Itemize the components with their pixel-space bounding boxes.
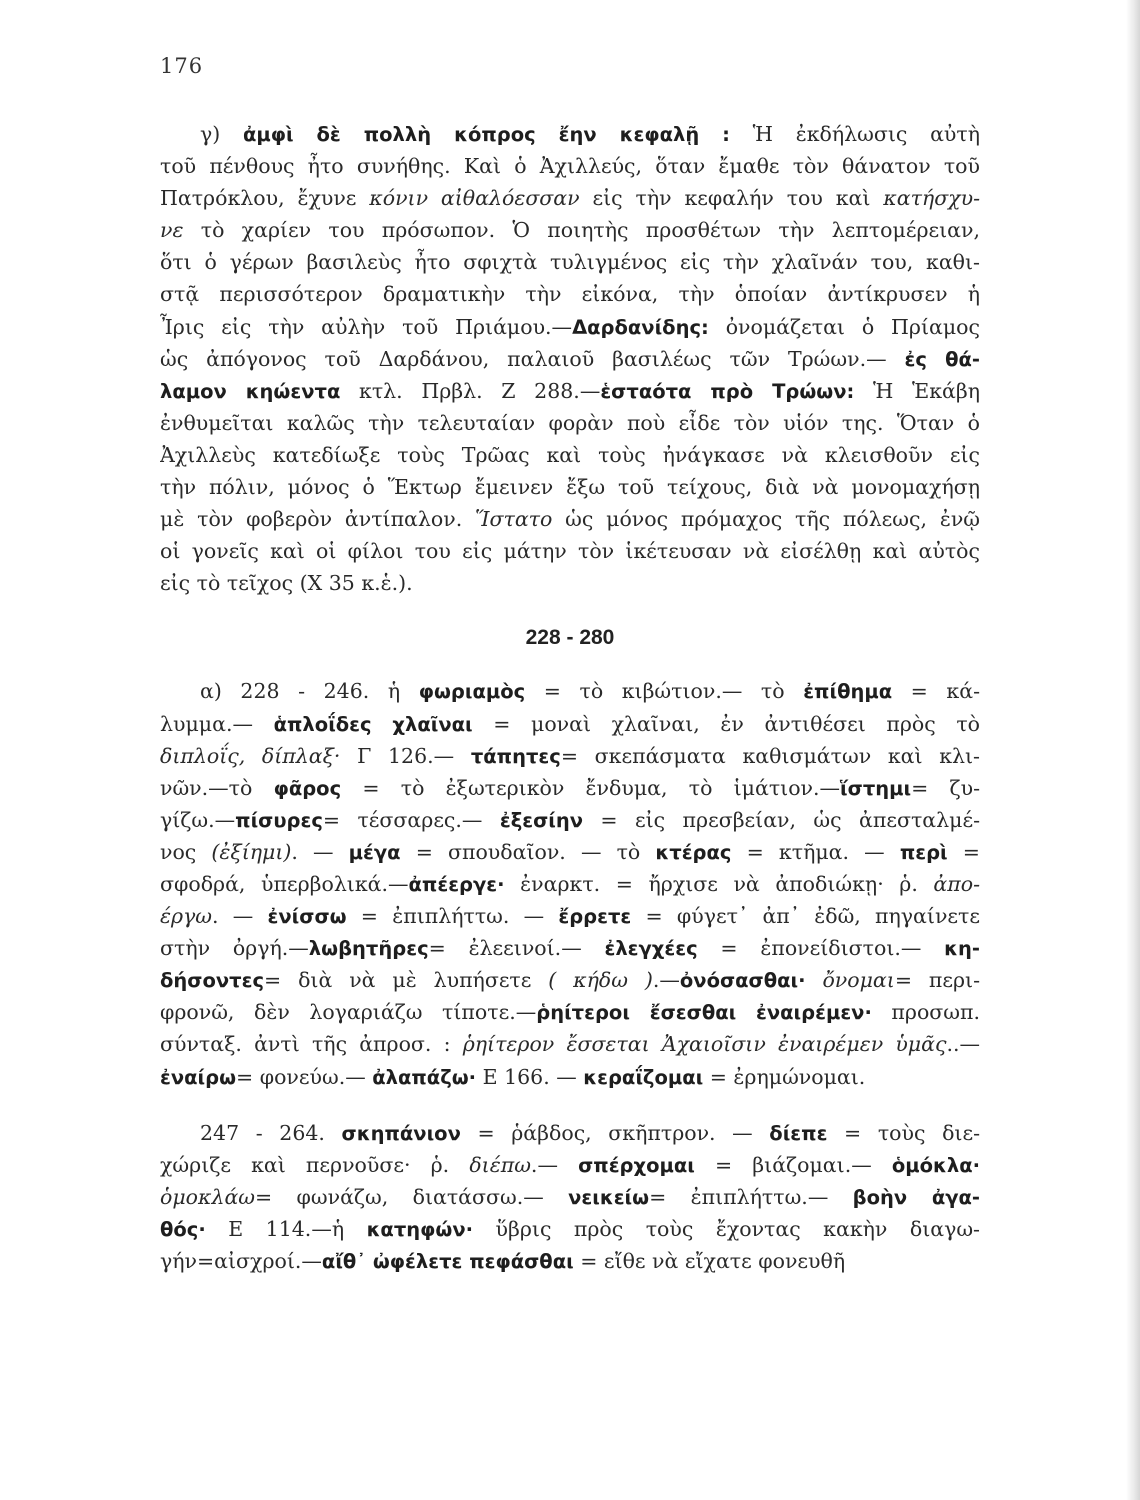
text-segment: ὁμόκλα· [891,1153,980,1177]
text-line [160,1028,980,1060]
text-segment: ὀνόσασθαι· [679,969,806,993]
text-segment: σφοδρά, ὑπερβολικά.— [160,871,409,896]
text-segment: = βιάζομαι.— [694,1152,892,1177]
text-segment: Ἡ ἐκδήλωσις αὐτὴ [729,122,980,146]
text-segment: = τοὺς διε- [827,1120,980,1145]
text-segment: προσωπ. [871,1000,980,1025]
text-line [160,150,980,182]
text-segment: κτέρας [655,840,732,864]
text-segment: ἔρρετε [558,905,632,929]
section-heading: 228 - 280 [525,626,615,650]
text-segment: νεικείω [568,1185,650,1209]
page-number: 176 [160,54,204,78]
text-segment: οἱ γονεῖς καὶ οἱ φίλοι του εἰς μάτην τὸν ἱκέτευσαν νὰ εἰσέλθῃ καὶ αὐτὸς [160,539,980,564]
text-segment: ἐνίσσω [267,905,347,929]
paragraph-vocabulary-247-264 [160,1117,980,1277]
text-line [160,118,980,150]
text-segment: κτλ. Πρβλ. Ζ 288.— [340,378,601,403]
text-segment: χώριζε καὶ περνοῦσε· ῥ. [160,1152,470,1177]
text-line [160,740,980,772]
text-line [160,1213,980,1245]
text-segment: = τέσσαρες.— [322,807,500,832]
text-segment: μέγα [348,840,401,864]
text-line [160,1061,980,1093]
text-segment: νε [160,218,184,243]
text-segment: . — [291,839,349,864]
text-segment: ἀπέεργε· [408,872,505,896]
text-segment: = περι- [894,968,980,993]
text-segment: γίζω.— [160,807,236,832]
text-segment: .— [652,968,680,993]
text-line [160,675,980,707]
text-segment: ( κήδω ) [548,968,653,993]
text-segment: Δαρδανίδης: [572,315,709,339]
text-line [160,804,980,836]
text-segment: κόνιν αἰθαλόεσσαν [369,186,580,211]
text-segment: ἀπο- [933,871,980,896]
text-segment: = ἐπονείδιστοι.— [697,936,945,961]
text-segment: = τὸ ἐξωτερικὸν ἔνδυμα, τὸ ἱμάτιον.— [341,775,841,800]
text-segment: λαμον κηώεντα [160,379,341,403]
text-segment: ἐλεγχέες [604,937,698,961]
text-segment: φᾶρος [273,776,342,800]
text-segment: γ) [200,122,243,146]
text-segment: = φύγετ᾽ ἀπ᾽ ἐδῶ, πηγαίνετε [631,904,980,929]
text-line [160,278,980,310]
text-segment: ὕβρις πρὸς τοὺς ἔχοντας κακὴν διαγω- [473,1216,980,1241]
text-line [160,1117,980,1149]
text-segment: = κά- [892,679,980,704]
text-segment: φρονῶ, δὲν λογαριάζω τίποτε.— [160,1000,537,1025]
paragraph-gap [160,1093,980,1117]
text-segment: Πατρόκλου, ἔχυνε [160,186,370,211]
text-segment: τὴν πόλιν, μόνος ὁ Ἕκτωρ ἔμεινεν ἔξω τοῦ τείχους, διὰ νὰ μονομαχήσῃ [160,475,980,500]
paragraph-commentary-gamma [160,118,980,599]
text-segment: δίεπε [769,1121,828,1145]
text-segment: στᾷ περισσότερον δραματικὴν τὴν εἰκόνα, τὴν ὁποίαν ἀντίκρυσεν ἡ [160,282,980,307]
text-line [160,836,980,868]
text-segment: κατηφών· [366,1217,474,1241]
text-line [160,772,980,804]
text-segment: βοὴν ἀγα- [852,1185,980,1209]
text-line [160,708,980,740]
text-segment: α) 228 - 246. ἡ [200,679,419,704]
text-segment: τάπητες [470,744,561,768]
text-segment: = φωνάζω, διατάσσω.— [255,1184,569,1209]
text-line [160,868,980,900]
text-line [160,964,980,996]
text-line [160,1149,980,1181]
text-segment: 247 - 264. [200,1120,342,1145]
text-segment: έργω [160,904,213,929]
text-segment: ἵστημι [840,776,912,800]
text-line [160,439,980,471]
text-segment: λωβητῆρες [308,937,429,961]
text-segment: ἐναίρω [160,1065,237,1089]
text-segment: σύνταξ. ἀντὶ τῆς ἀπροσ. : [160,1032,463,1057]
text-segment: = σκεπάσματα καθισμάτων καὶ κλι- [560,743,980,768]
text-segment: νος [160,839,212,864]
text-segment: ὡς μόνος πρόμαχος τῆς πόλεως, ἐνῷ [552,507,980,532]
text-segment: Ε 114.—ἡ [205,1216,367,1241]
text-body [160,118,980,1277]
text-line [160,1245,980,1277]
text-segment: ἀλαπάζω· [372,1065,477,1089]
text-segment: κη- [944,937,980,961]
text-line [160,407,980,439]
text-segment: ὄνομαι [822,968,895,993]
text-segment: = ζυ- [911,775,980,800]
text-segment: = ἐπιπλήττω.— [649,1184,853,1209]
text-line [160,471,980,503]
text-segment: διέπω [469,1152,531,1177]
text-segment: Ἀχιλλεὺς κατεδίωξε τοὺς Τρῶας καὶ τοὺς ἠνάγκασε νὰ κλεισθοῦν εἰς [160,442,980,467]
text-line [160,246,980,278]
text-segment: θός· [160,1217,206,1241]
text-segment: (ἐξίημι) [211,839,292,864]
text-segment: = φονεύω.— [236,1064,373,1089]
text-segment: ἐπίθημα [803,680,893,704]
text-segment: Ἡ Ἑκάβη [854,378,980,403]
text-segment: κεραΐζομαι [583,1065,704,1089]
paragraph-vocabulary-228-246 [160,675,980,1092]
text-segment: εἰς τὴν κεφαλήν του καὶ [579,186,884,211]
text-line [160,503,980,535]
text-segment: λυμμα.— [160,711,274,736]
text-segment: ὀνομάζεται ὁ Πρίαμος [708,314,980,339]
text-segment: = σπουδαῖον. — τὸ [400,839,656,864]
text-line [160,214,980,246]
text-segment: περὶ [899,840,948,864]
text-segment: σκηπάνιον [341,1121,461,1145]
text-segment: ..— [946,1032,980,1057]
text-segment: κατήσχυ- [883,186,980,211]
text-segment: = τὸ κιβώτιον.— τὸ [525,679,804,704]
text-segment: νῶν.—τὸ [160,775,274,800]
text-segment: σπέρχομαι [578,1153,695,1177]
text-segment: δήσοντες [160,969,265,993]
text-segment: = ἐλεεινοί.— [428,936,605,961]
text-line [160,343,980,375]
text-segment: ὅτι ὁ γέρων βασιλεὺς ἦτο σφιχτὰ τυλιγμένος εἰς τὴν χλαῖνάν του, καθι- [160,250,980,275]
text-segment: διπλοΐς, δίπλαξ· [160,743,341,768]
text-line [160,535,980,567]
text-segment: Ε 166. — [476,1064,584,1089]
text-segment: Ἶρις εἰς τὴν αὐλὴν τοῦ Πριάμου.— [160,314,573,339]
text-segment: ἐξεσίην [499,808,584,832]
text-line [160,932,980,964]
text-segment: = ἐρημώνομαι. [703,1064,866,1089]
text-segment: τὸ χαρίεν του πρόσωπον. Ὁ ποιητὴς προσθέτων τὴν λεπτομέρειαν, [183,218,980,243]
text-segment: ὡς ἀπόγονος τοῦ Δαρδάνου, παλαιοῦ βασιλέως τῶν Τρώων.— [160,346,905,371]
text-segment: = [947,839,980,864]
text-segment: ῥηίτεροι ἔσεσθαι ἐναιρέμεν· [536,1001,872,1025]
text-segment: πίσυρες [235,808,323,832]
text-line [160,311,980,343]
text-line [160,996,980,1028]
text-segment: τοῦ πένθους ἦτο συνήθης. Καὶ ὁ Ἀχιλλεύς, ὅταν ἔμαθε τὸν θάνατον τοῦ [160,154,980,179]
text-segment: = μοναὶ χλαῖναι, ἐν ἀντιθέσει πρὸς τὸ [472,711,980,736]
text-segment: εἰς τὸ τεῖχος (Χ 35 κ.ἑ.). [160,571,413,596]
text-segment: ῥηίτερον ἔσσεται Ἀχαιοῖσιν ἐναιρέμεν ὑμᾶς [462,1032,947,1057]
text-segment: ἐναρκτ. = ἤρχισε νὰ ἀποδιώκῃ· ῥ. [504,871,934,896]
text-segment [806,968,823,992]
text-segment: = διὰ νὰ μὲ λυπήσετε [264,968,549,993]
text-segment: μὲ τὸν φοβερὸν ἀντίπαλον. [160,507,476,532]
text-segment: ἀμφὶ δὲ πολλὴ κόπρος ἔην κεφαλῇ : [242,123,730,146]
text-segment: = εἰς πρεσβείαν, ὡς ἀπεσταλμέ- [583,807,980,832]
text-segment: ἐνθυμεῖται καλῶς τὴν τελευταίαν φορὰν ποὺ εἶδε τὸν υἱόν της. Ὅταν ὁ [160,410,980,435]
text-segment: αἴθ᾽ ὠφέλετε πεφάσθαι [321,1250,574,1273]
text-segment: γήν=αἰσχροί.— [160,1249,322,1273]
text-segment: Γ 126.— [340,743,471,768]
text-segment: ἑσταότα πρὸ Τρώων: [600,379,855,403]
text-segment: ἐς θά- [904,347,980,371]
text-line [160,375,980,407]
text-line [160,182,980,214]
text-segment: = κτῆμα. — [731,839,900,864]
text-line [160,900,980,932]
text-segment: στὴν ὀργή.— [160,936,309,961]
text-segment: ὁμοκλάω [160,1184,256,1209]
text-segment: .— [530,1152,579,1177]
text-segment: = ῥάβδος, σκῆπτρον. — [460,1120,770,1145]
text-line [160,567,980,599]
text-segment: Ἵστατο [475,507,553,532]
text-segment: φωριαμὸς [418,680,526,704]
page-edge-shadow [1126,0,1140,1500]
text-segment: . — [212,904,268,929]
text-line [160,1181,980,1213]
text-segment: ἁπλοΐδες χλαῖναι [273,712,473,736]
text-segment: = ἐπιπλήττω. — [346,904,559,929]
text-segment: = εἴθε νὰ εἴχατε φονευθῆ [573,1249,846,1273]
